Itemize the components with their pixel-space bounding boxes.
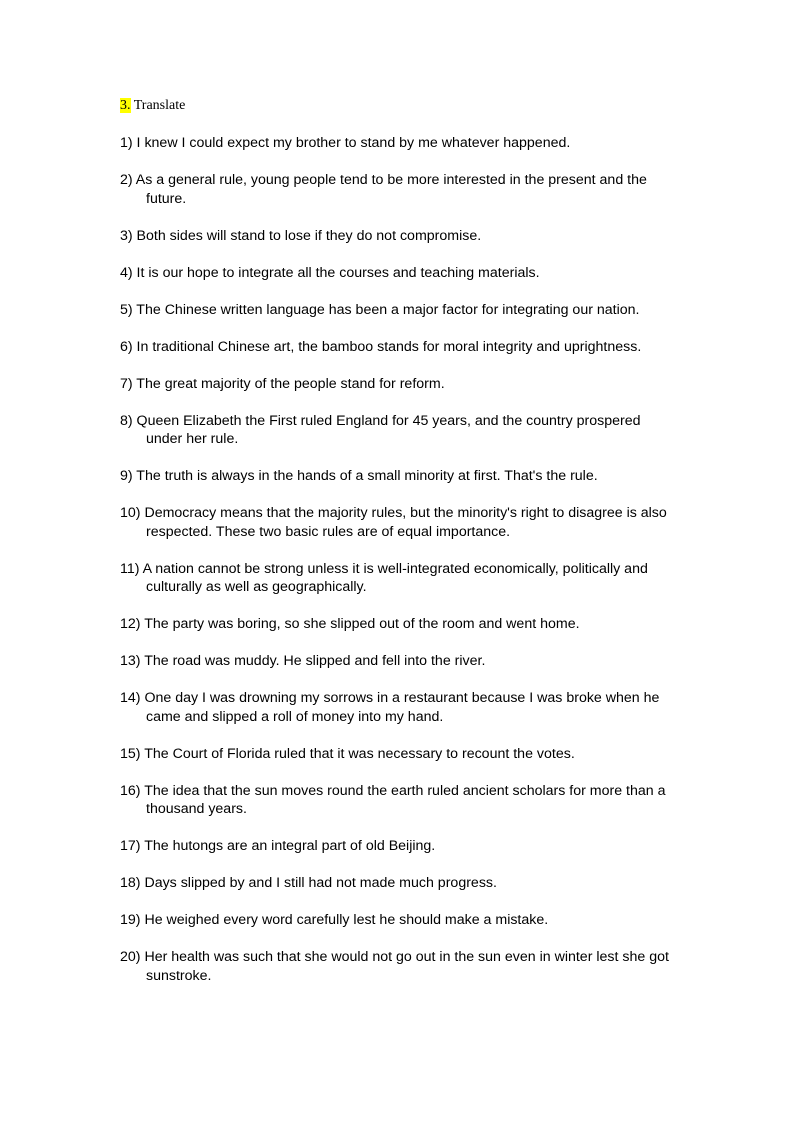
list-item: 5) The Chinese written language has been a major factor for integrating our nation.	[120, 301, 640, 318]
sentence-list	[120, 134, 680, 1004]
list-item: 2) As a general rule, young people tend to be more interested in the present and the future.	[120, 172, 647, 207]
list-item: 4) It is our hope to integrate all the courses and teaching materials.	[120, 264, 540, 281]
list-item: 13) The road was muddy. He slipped and fell into the river.	[120, 653, 486, 669]
list-item: 18) Days slipped by and I still had not made much progress.	[120, 875, 497, 891]
list-item: 7) The great majority of the people stand for reform.	[120, 375, 445, 392]
list-item: 20) Her health was such that she would not go out in the sun even in winter lest she got sunstroke.	[120, 949, 669, 984]
list-item: 14) One day I was drowning my sorrows in a restaurant because I was broke when he came and slipped a roll of money into my hand.	[120, 690, 660, 725]
section-heading	[120, 97, 185, 115]
list-item: 1) I knew I could expect my brother to stand by me whatever happened.	[120, 135, 571, 151]
list-item: 17) The hutongs are an integral part of old Beijing.	[120, 838, 436, 854]
list-item: 10) Democracy means that the majority rules, but the minority's right to disagree is also respected. These two basic rules are of equal importance.	[120, 505, 667, 540]
list-item: 15) The Court of Florida ruled that it was necessary to recount the votes.	[120, 745, 575, 762]
list-item: 8) Queen Elizabeth the First ruled England for 45 years, and the country prospered under her rule.	[120, 412, 641, 447]
section-title: Translate	[133, 98, 186, 113]
list-item: 9) The truth is always in the hands of a small minority at first. That's the rule.	[120, 468, 598, 484]
list-item: 3) Both sides will stand to lose if they do not compromise.	[120, 227, 482, 244]
section-number: 3.	[120, 98, 131, 113]
list-item: 11) A nation cannot be strong unless it is well-integrated economically, politically and culturally as well as geographically.	[120, 560, 648, 595]
list-item: 16) The idea that the sun moves round the earth ruled ancient scholars for more than a thousand years.	[120, 782, 666, 817]
list-item: 12) The party was boring, so she slipped out of the room and went home.	[120, 616, 580, 632]
list-item: 19) He weighed every word carefully lest he should make a mistake.	[120, 912, 549, 928]
list-item: 6) In traditional Chinese art, the bamboo stands for moral integrity and uprightness.	[120, 338, 642, 355]
